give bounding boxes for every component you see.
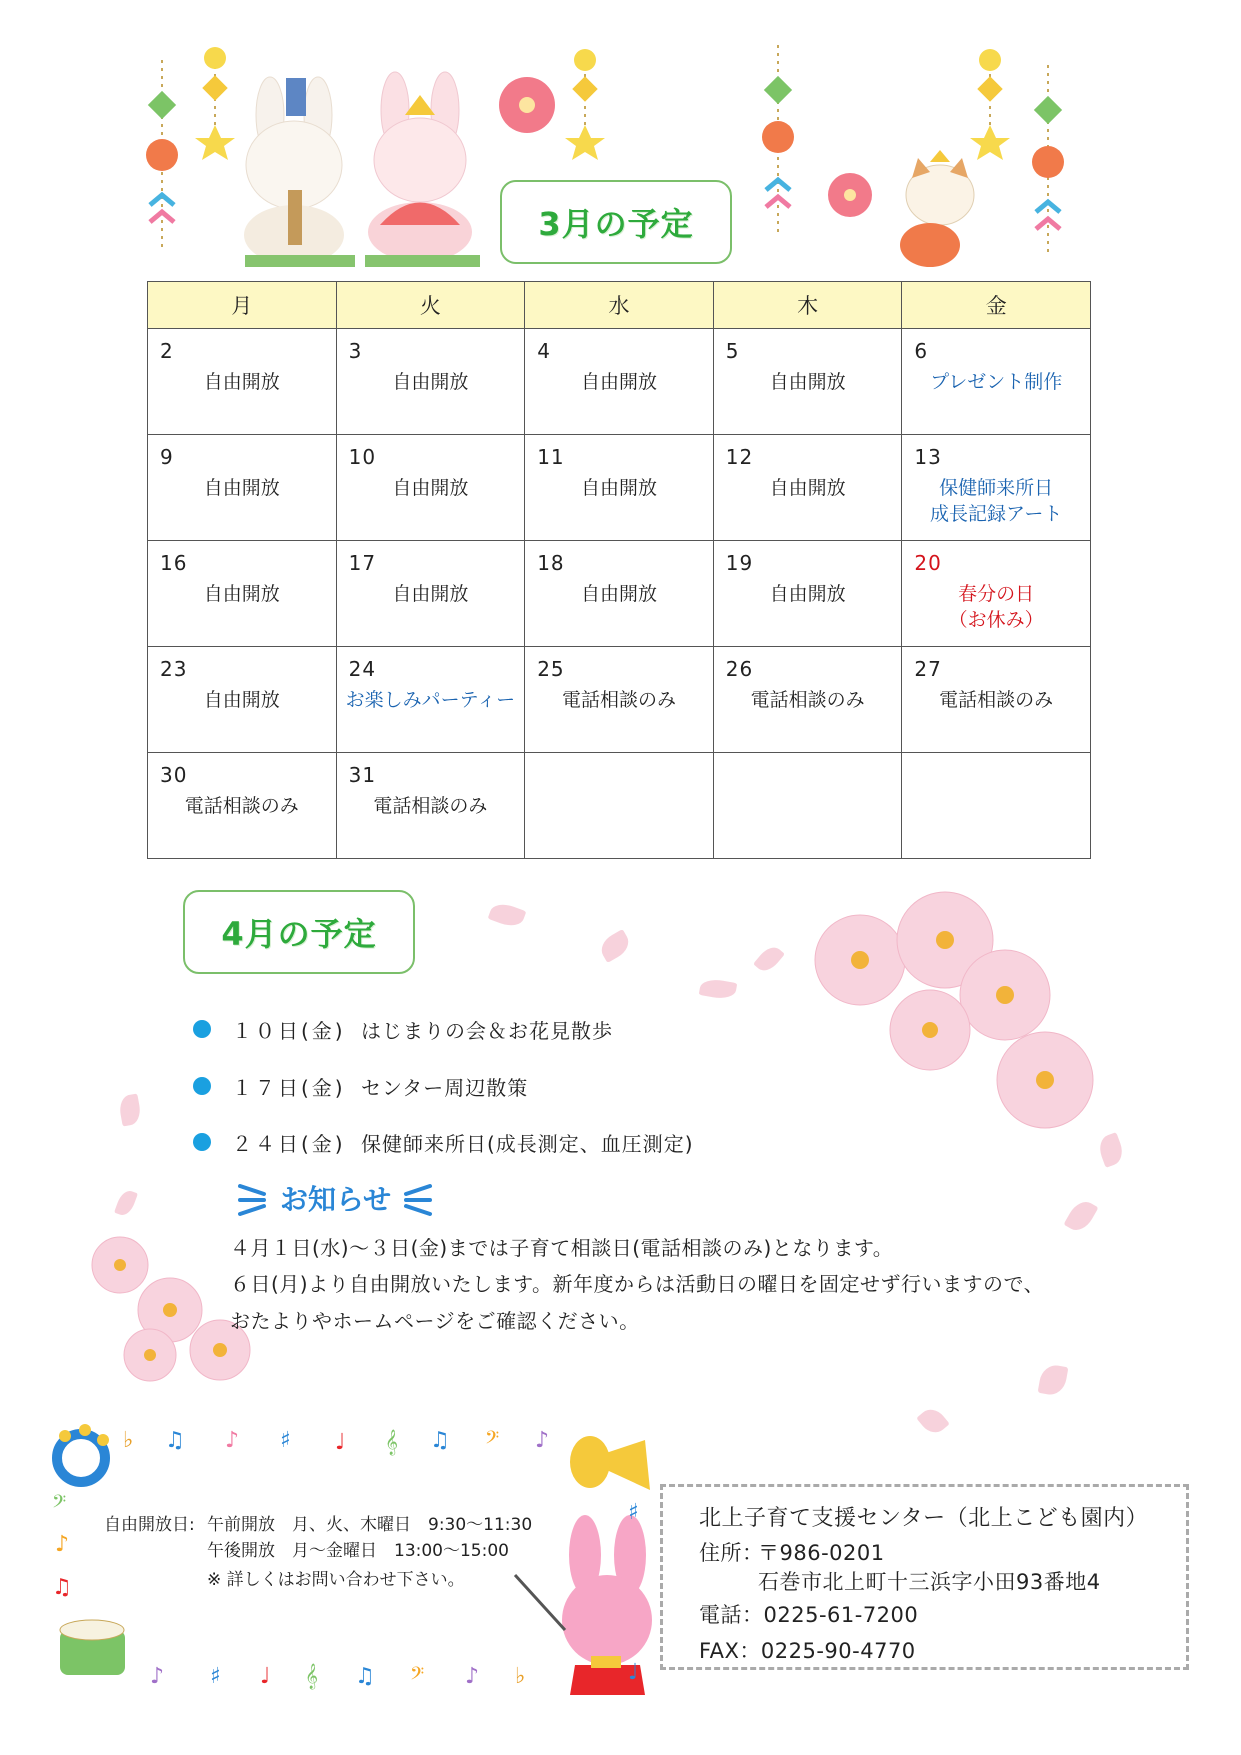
- day-events: [337, 581, 525, 607]
- event-label: 保健師来所日: [939, 477, 1054, 499]
- day-events: [714, 687, 902, 713]
- event-label: 電話相談のみ: [561, 689, 676, 711]
- weekday-fri: 金: [902, 282, 1091, 329]
- phone: 電話：0225-61-7200: [699, 1603, 919, 1627]
- calendar-day-cell: [336, 753, 525, 859]
- notice-bracket-right-icon: [400, 1180, 434, 1220]
- calendar-week-row: [148, 647, 1091, 753]
- notice-line: ４月１日(水)～３日(金)までは子育て相談日(電話相談のみ)となります。: [230, 1236, 894, 1260]
- event-label: （お休み）: [948, 609, 1044, 631]
- calendar-day-cell: [902, 541, 1091, 647]
- april-item-date: １７日(金): [232, 1076, 346, 1100]
- bass-clef-icon: 𝄢: [410, 1664, 425, 1689]
- day-number: 3: [348, 339, 363, 363]
- petal: [1038, 1363, 1069, 1397]
- april-item-text: 保健師来所日(成長測定、血圧測定): [361, 1132, 694, 1156]
- plum-flower-top: [499, 77, 555, 133]
- notice-line: おたよりやホームページをご確認ください。: [230, 1309, 640, 1333]
- day-number: 10: [348, 445, 377, 469]
- calendar-day-cell: [713, 541, 902, 647]
- event-label: 電話相談のみ: [750, 689, 865, 711]
- calendar-day-cell: [713, 753, 902, 859]
- petal: [916, 1404, 950, 1438]
- rabbit-emperor: [244, 77, 355, 267]
- postal-code: 〒986-0201: [758, 1541, 885, 1565]
- calendar-day-cell: [525, 435, 714, 541]
- sharp-icon: ♯: [280, 1428, 291, 1453]
- weekday-mon: 月: [148, 282, 337, 329]
- day-events: [902, 687, 1090, 713]
- calendar-day-cell: [713, 647, 902, 753]
- day-number: 6: [914, 339, 929, 363]
- petal: [1063, 1197, 1098, 1236]
- notice-bracket-left-icon: [236, 1180, 270, 1220]
- notice-line: ６日(月)より自由開放いたします。新年度からは活動日の曜日を固定せず行いますので、: [230, 1272, 1045, 1296]
- march-calendar: [147, 281, 1091, 859]
- day-number: 19: [725, 551, 754, 575]
- day-events: [714, 581, 902, 607]
- contact-box: [660, 1484, 1189, 1670]
- day-events: [148, 793, 336, 819]
- calendar-day-cell: [713, 435, 902, 541]
- day-number: 31: [348, 763, 377, 787]
- calendar-day-cell: [336, 647, 525, 753]
- day-events: [337, 475, 525, 501]
- eighth-note-icon: ♪: [465, 1664, 480, 1689]
- eighth-note-icon: ♪: [535, 1428, 550, 1453]
- calendar-day-cell: [148, 435, 337, 541]
- hours-am: 午前開放 月、火、木曜日 9:30～11:30: [207, 1515, 533, 1535]
- event-label: 自由開放: [203, 583, 280, 605]
- calendar-week-row: [148, 329, 1091, 435]
- beamed-note-icon: ♫: [165, 1428, 185, 1453]
- petal: [114, 1188, 138, 1218]
- hanging-ornament-right: [762, 45, 794, 235]
- petal: [488, 900, 527, 930]
- hanging-ornament-left: [146, 60, 178, 250]
- day-events: [148, 687, 336, 713]
- calendar-day-cell: [148, 541, 337, 647]
- april-item-date: １０日(金): [232, 1019, 346, 1043]
- day-events: [525, 475, 713, 501]
- day-events: [902, 475, 1090, 527]
- calendar-day-cell: [525, 329, 714, 435]
- day-number: 27: [914, 657, 942, 681]
- day-events: [525, 581, 713, 607]
- day-number: 5: [725, 339, 740, 363]
- april-item-date: ２４日(金): [232, 1132, 346, 1156]
- eighth-note-icon: ♪: [225, 1428, 240, 1453]
- hours-label: 自由開放日:: [104, 1515, 195, 1535]
- day-events: [148, 475, 336, 501]
- center-name: 北上子育て支援センター（北上こども園内）: [699, 1506, 1149, 1531]
- weekday-tue: 火: [336, 282, 525, 329]
- day-number: 16: [160, 551, 188, 575]
- quarter-note-icon: ♩: [628, 1660, 639, 1685]
- hours-note: ※ 詳しくはお問い合わせ下さい。: [207, 1570, 465, 1590]
- hanging-ornament-left2: [195, 47, 235, 160]
- calendar-week-row: [148, 753, 1091, 859]
- event-label: 成長記録アート: [929, 503, 1063, 525]
- calendar-day-cell: [902, 329, 1091, 435]
- day-events: [902, 581, 1090, 633]
- beamed-note-icon: ♫: [52, 1575, 72, 1600]
- rabbit-empress: [365, 72, 480, 267]
- march-title: 3月の予定: [500, 180, 732, 264]
- cat-figure: [900, 150, 974, 267]
- hours-pm: 午後開放 月～金曜日 13:00～15:00: [207, 1541, 509, 1561]
- calendar-day-cell: [336, 329, 525, 435]
- hanging-ornament-center: [565, 49, 605, 160]
- day-events: [337, 687, 525, 713]
- event-label: お楽しみパーティー: [345, 689, 516, 711]
- april-item: [232, 1128, 694, 1157]
- day-events: [714, 369, 902, 395]
- day-events: [148, 369, 336, 395]
- day-number: 25: [537, 657, 565, 681]
- calendar-day-cell: [148, 329, 337, 435]
- bullet-dot: [193, 1020, 211, 1038]
- event-label: 春分の日: [958, 583, 1035, 605]
- notice-title: お知らせ: [280, 1183, 392, 1216]
- beamed-note-icon: ♫: [430, 1428, 450, 1453]
- event-label: 自由開放: [580, 371, 657, 393]
- event-label: 自由開放: [580, 477, 657, 499]
- april-title: 4月の予定: [183, 890, 415, 974]
- calendar-day-cell: [902, 435, 1091, 541]
- day-number: 26: [725, 657, 754, 681]
- calendar-day-cell: [902, 647, 1091, 753]
- calendar-day-cell: [902, 753, 1091, 859]
- calendar-day-cell: [336, 541, 525, 647]
- hanging-ornament-far-right: [970, 49, 1010, 160]
- quarter-note-icon: ♩: [335, 1430, 346, 1455]
- calendar-week-row: [148, 435, 1091, 541]
- event-label: 自由開放: [203, 689, 280, 711]
- bass-clef-icon: 𝄢: [485, 1428, 500, 1453]
- day-number: 24: [348, 657, 377, 681]
- day-number: 17: [348, 551, 377, 575]
- treble-clef-icon: 𝄞: [305, 1664, 319, 1689]
- cherry-blossom-cluster: [780, 880, 1120, 1180]
- day-events: [337, 793, 525, 819]
- event-label: 自由開放: [203, 371, 280, 393]
- sharp-icon: ♯: [628, 1500, 639, 1525]
- flat-note-icon: ♭: [123, 1428, 134, 1453]
- petal: [597, 929, 634, 963]
- flat-note-icon: ♭: [515, 1664, 526, 1689]
- event-label: 自由開放: [769, 371, 846, 393]
- april-item-text: はじまりの会＆お花見散歩: [361, 1019, 613, 1043]
- calendar-day-cell: [525, 753, 714, 859]
- april-item: [232, 1015, 613, 1044]
- day-number: 30: [160, 763, 188, 787]
- day-number: 18: [537, 551, 565, 575]
- address-label: 住所：: [699, 1541, 764, 1565]
- weekday-thu: 木: [713, 282, 902, 329]
- plum-flower-right: [828, 173, 872, 217]
- petal: [699, 977, 738, 1001]
- weekday-header-row: [148, 282, 1091, 329]
- calendar-day-cell: [336, 435, 525, 541]
- event-label: 自由開放: [392, 583, 469, 605]
- calendar-day-cell: [713, 329, 902, 435]
- day-number: 13: [914, 445, 942, 469]
- event-label: 自由開放: [392, 477, 469, 499]
- calendar-week-row: [148, 541, 1091, 647]
- quarter-note-icon: ♩: [260, 1664, 271, 1689]
- day-number: 11: [537, 445, 565, 469]
- address: 石巻市北上町十三浜字小田93番地4: [758, 1570, 1101, 1594]
- beamed-note-icon: ♫: [355, 1664, 375, 1689]
- eighth-note-icon: ♪: [150, 1664, 165, 1689]
- bullet-dot: [193, 1077, 211, 1095]
- treble-clef-icon: 𝄞: [385, 1430, 399, 1455]
- calendar-day-cell: [148, 647, 337, 753]
- event-label: 電話相談のみ: [373, 795, 488, 817]
- calendar-day-cell: [525, 541, 714, 647]
- eighth-note-icon: ♪: [55, 1532, 70, 1557]
- calendar-day-cell: [148, 753, 337, 859]
- event-label: 自由開放: [769, 583, 846, 605]
- day-events: [525, 369, 713, 395]
- hanging-ornament-edge: [1032, 65, 1064, 255]
- day-events: [525, 687, 713, 713]
- day-events: [148, 581, 336, 607]
- day-number: 20: [914, 551, 942, 575]
- day-number: 2: [160, 339, 174, 363]
- april-item: [232, 1072, 528, 1101]
- event-label: 電話相談のみ: [939, 689, 1054, 711]
- event-label: 自由開放: [769, 477, 846, 499]
- bass-clef-icon: 𝄢: [52, 1492, 67, 1517]
- event-label: 自由開放: [580, 583, 657, 605]
- petal: [118, 1093, 143, 1126]
- day-number: 9: [160, 445, 174, 469]
- weekday-wed: 水: [525, 282, 714, 329]
- sharp-icon: ♯: [210, 1664, 221, 1689]
- day-events: [337, 369, 525, 395]
- calendar-day-cell: [525, 647, 714, 753]
- day-events: [714, 475, 902, 501]
- day-events: [902, 369, 1090, 395]
- event-label: 自由開放: [203, 477, 280, 499]
- day-number: 4: [537, 339, 551, 363]
- april-item-text: センター周辺散策: [361, 1076, 529, 1100]
- bullet-dot: [193, 1133, 211, 1151]
- day-number: 12: [725, 445, 754, 469]
- day-number: 23: [160, 657, 188, 681]
- event-label: 電話相談のみ: [184, 795, 299, 817]
- event-label: プレゼント制作: [930, 371, 1063, 393]
- fax: FAX：0225-90-4770: [699, 1639, 916, 1663]
- event-label: 自由開放: [392, 371, 469, 393]
